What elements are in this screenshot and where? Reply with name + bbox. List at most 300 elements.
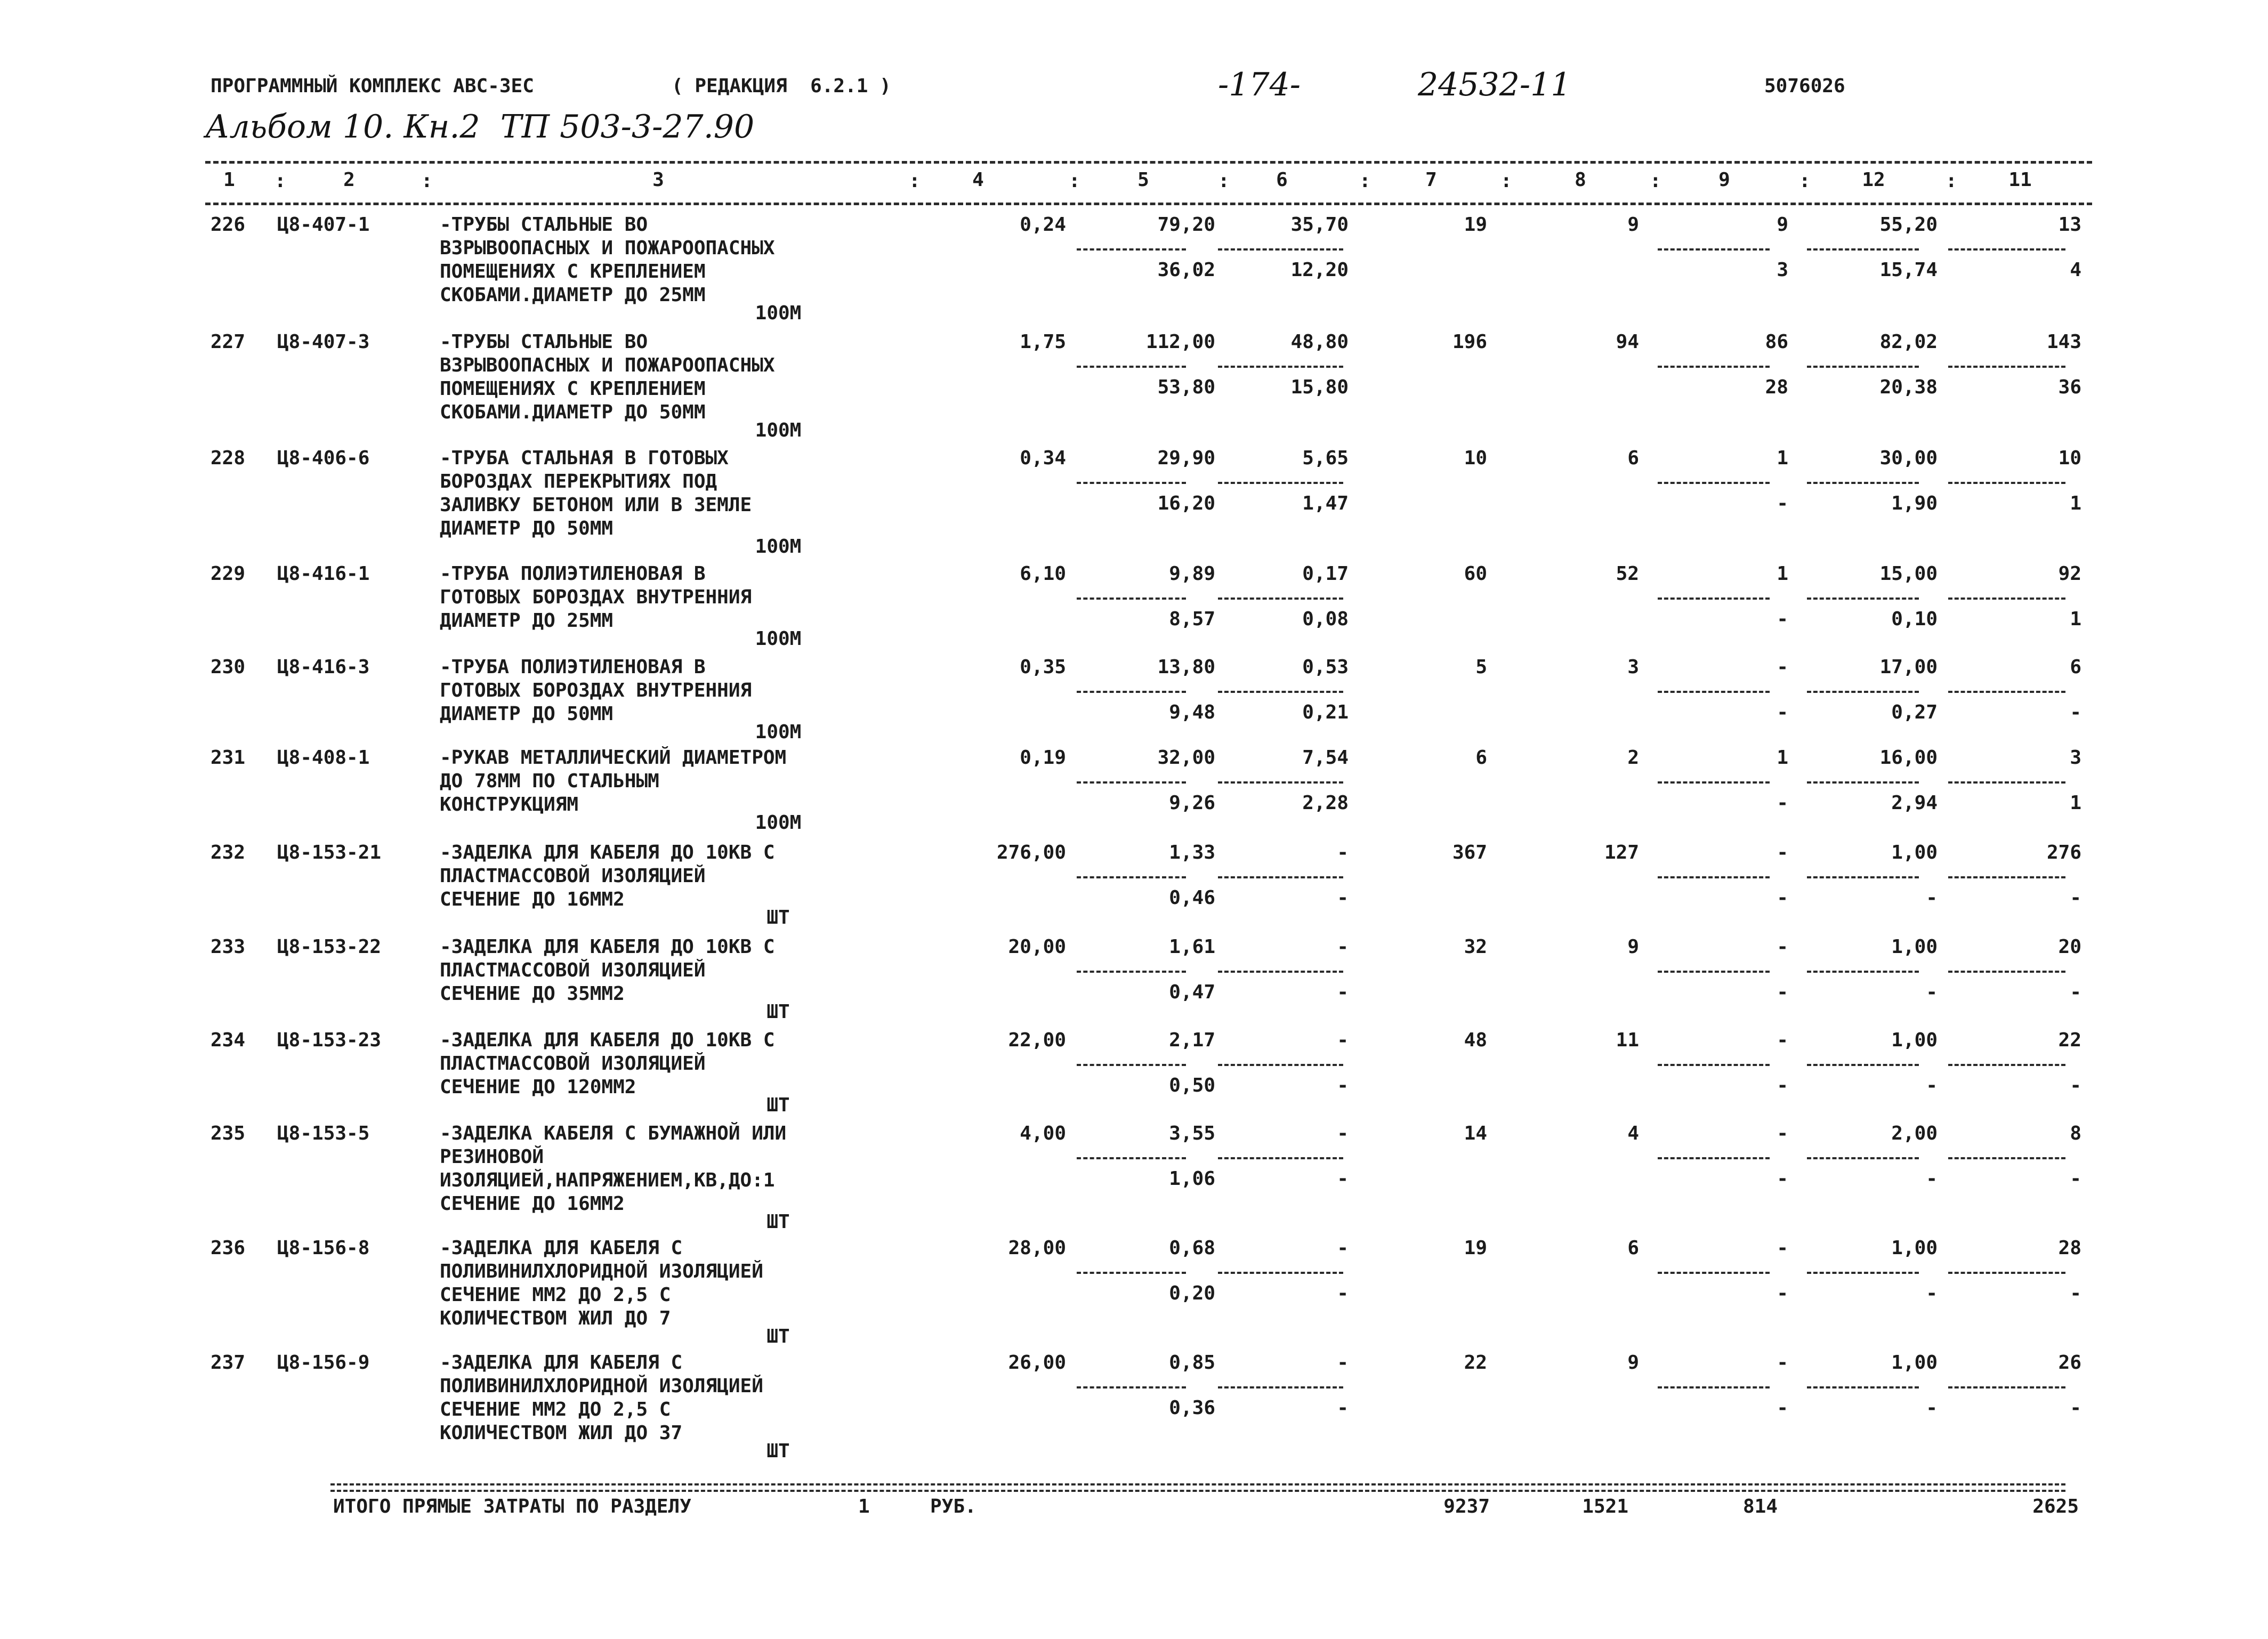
value-c5b: 9,26 (1169, 792, 1215, 814)
fraction-rule (1658, 1157, 1770, 1159)
value-c9: - (1777, 656, 1788, 678)
total-col-8: 1521 (1582, 1496, 1628, 1517)
value-c9b: 28 (1765, 376, 1788, 398)
value-c8: 2 (1627, 747, 1639, 769)
value-c5b: 16,20 (1157, 492, 1215, 514)
value-c9: - (1777, 1123, 1788, 1144)
value-c12: 2,00 (1891, 1123, 1938, 1144)
fraction-rule (1807, 781, 1919, 784)
value-c11b: - (2070, 887, 2081, 909)
fraction-rule (1948, 248, 2065, 251)
value-c6: - (1337, 1123, 1349, 1144)
unit-label: ШТ (766, 1211, 790, 1233)
unit-label: ШТ (766, 1440, 790, 1462)
fraction-rule (1077, 482, 1186, 484)
fraction-rule (1658, 248, 1770, 251)
value-c9b: - (1777, 701, 1788, 723)
fraction-rule (1948, 1064, 2065, 1066)
description-line: ПЛАСТМАССОВОЙ ИЗОЛЯЦИЕЙ (440, 865, 706, 887)
edition-label: ( РЕДАКЦИЯ 6.2.1 ) (672, 75, 891, 97)
serial-number: 5076026 (1764, 75, 1845, 97)
column-header: 1 (223, 169, 235, 191)
description-line: -ЗАДЕЛКА ДЛЯ КАБЕЛЯ С (440, 1352, 683, 1374)
description-line: -ТРУБЫ СТАЛЬНЫЕ ВО (440, 214, 648, 236)
value-c9: - (1777, 1352, 1788, 1374)
value-c7: 48 (1464, 1029, 1487, 1051)
value-c6: - (1337, 842, 1349, 863)
value-c8: 3 (1627, 656, 1639, 678)
column-separator: : (1359, 170, 1371, 192)
value-c6: 5,65 (1302, 447, 1349, 469)
column-header: 9 (1718, 169, 1730, 191)
value-c8: 6 (1627, 447, 1639, 469)
fraction-rule (1218, 482, 1343, 484)
value-c12: 55,20 (1879, 214, 1938, 236)
fraction-rule (1218, 1272, 1343, 1274)
value-c6b: 15,80 (1290, 376, 1349, 398)
value-c11b: - (2070, 981, 2081, 1003)
description-line: ВЗРЫВООПАСНЫХ И ПОЖАРООПАСНЫХ (440, 237, 775, 259)
unit-label: ШТ (766, 1094, 790, 1116)
column-separator: : (1799, 170, 1811, 192)
fraction-rule (1807, 366, 1919, 368)
value-c11b: 36 (2058, 376, 2081, 398)
fraction-rule (1077, 248, 1186, 251)
row-number: 226 (211, 214, 246, 236)
doc-code: 24532-11 (1418, 66, 1571, 103)
value-c5b: 0,46 (1169, 887, 1215, 909)
unit-label: ШТ (766, 1001, 790, 1023)
description-line: ПЛАСТМАССОВОЙ ИЗОЛЯЦИЕЙ (440, 959, 706, 981)
description-line: -ТРУБЫ СТАЛЬНЫЕ ВО (440, 331, 648, 353)
total-section: 1 (858, 1496, 870, 1517)
quantity: 6,10 (1020, 563, 1066, 585)
rate-code: Ц8-407-1 (277, 214, 370, 236)
quantity: 22,00 (1008, 1029, 1066, 1051)
value-c8: 9 (1627, 1352, 1639, 1374)
fraction-rule (1077, 1157, 1186, 1159)
column-header: 3 (652, 169, 664, 191)
value-c12b: - (1926, 981, 1938, 1003)
value-c11b: 4 (2070, 259, 2081, 281)
value-c7: 22 (1464, 1352, 1487, 1374)
fraction-rule (1658, 691, 1770, 693)
value-c5: 2,17 (1169, 1029, 1215, 1051)
value-c12b: 20,38 (1879, 376, 1938, 398)
column-header: 6 (1276, 169, 1288, 191)
fraction-rule (1077, 876, 1186, 878)
description-line: -ЗАДЕЛКА ДЛЯ КАБЕЛЯ ДО 10КВ С (440, 936, 775, 958)
value-c12b: 15,74 (1879, 259, 1938, 281)
unit-label: 100М (755, 812, 802, 834)
value-c5: 32,00 (1157, 747, 1215, 769)
value-c5: 9,89 (1169, 563, 1215, 585)
value-c12: 15,00 (1879, 563, 1938, 585)
value-c5b: 53,80 (1157, 376, 1215, 398)
value-c8: 6 (1627, 1237, 1639, 1259)
fraction-rule (1807, 1064, 1919, 1066)
value-c11: 92 (2058, 563, 2081, 585)
value-c5: 13,80 (1157, 656, 1215, 678)
value-c6b: 0,21 (1302, 701, 1349, 723)
fraction-rule (1658, 366, 1770, 368)
value-c8: 9 (1627, 936, 1639, 958)
quantity: 0,24 (1020, 214, 1066, 236)
value-c9b: - (1777, 792, 1788, 814)
value-c11: 143 (2046, 331, 2081, 353)
description-line: ПОЛИВИНИЛХЛОРИДНОЙ ИЗОЛЯЦИЕЙ (440, 1375, 763, 1397)
description-line: СЕЧЕНИЕ ДО 16ММ2 (440, 889, 625, 910)
column-header: 7 (1425, 169, 1437, 191)
rate-code: Ц8-416-1 (277, 563, 370, 585)
value-c6: 35,70 (1290, 214, 1349, 236)
row-number: 231 (211, 747, 246, 769)
fraction-rule (1807, 248, 1919, 251)
value-c12: 1,00 (1891, 1352, 1938, 1374)
value-c6b: - (1337, 1397, 1349, 1419)
value-c9b: - (1777, 981, 1788, 1003)
value-c5b: 0,50 (1169, 1075, 1215, 1096)
value-c12b: 2,94 (1891, 792, 1938, 814)
value-c5b: 0,20 (1169, 1282, 1215, 1304)
value-c6b: - (1337, 1168, 1349, 1190)
fraction-rule (1948, 691, 2065, 693)
value-c6: 0,53 (1302, 656, 1349, 678)
fraction-rule (1658, 482, 1770, 484)
description-line: -ЗАДЕЛКА ДЛЯ КАБЕЛЯ ДО 10КВ С (440, 842, 775, 863)
rate-code: Ц8-153-5 (277, 1123, 370, 1144)
value-c5: 29,90 (1157, 447, 1215, 469)
value-c5b: 0,36 (1169, 1397, 1215, 1419)
rate-code: Ц8-156-9 (277, 1352, 370, 1374)
row-number: 234 (211, 1029, 246, 1051)
fraction-rule (1218, 781, 1343, 784)
value-c6: 48,80 (1290, 331, 1349, 353)
value-c12b: - (1926, 1075, 1938, 1096)
value-c11b: - (2070, 1168, 2081, 1190)
description-line: СЕЧЕНИЕ ДО 120ММ2 (440, 1076, 636, 1098)
value-c5b: 36,02 (1157, 259, 1215, 281)
row-number: 230 (211, 656, 246, 678)
value-c6b: 2,28 (1302, 792, 1349, 814)
quantity: 0,35 (1020, 656, 1066, 678)
quantity: 20,00 (1008, 936, 1066, 958)
value-c6b: - (1337, 981, 1349, 1003)
value-c9: 1 (1777, 563, 1788, 585)
quantity: 4,00 (1020, 1123, 1066, 1144)
description-line: ИЗОЛЯЦИЕЙ,НАПРЯЖЕНИЕМ,КВ,ДО:1 (440, 1169, 775, 1191)
value-c11: 10 (2058, 447, 2081, 469)
description-line: ДО 78ММ ПО СТАЛЬНЫМ (440, 770, 659, 792)
column-header: 5 (1137, 169, 1149, 191)
fraction-rule (1658, 781, 1770, 784)
value-c12: 1,00 (1891, 1029, 1938, 1051)
description-line: ДИАМЕТР ДО 50ММ (440, 703, 614, 725)
total-top-rule (330, 1483, 2065, 1485)
value-c12b: 0,10 (1891, 608, 1938, 630)
fraction-rule (1077, 1272, 1186, 1274)
value-c9: 1 (1777, 447, 1788, 469)
value-c9: - (1777, 1029, 1788, 1051)
value-c12: 1,00 (1891, 842, 1938, 863)
fraction-rule (1077, 1064, 1186, 1066)
value-c5b: 8,57 (1169, 608, 1215, 630)
value-c12: 30,00 (1879, 447, 1938, 469)
value-c7: 10 (1464, 447, 1487, 469)
description-line: -ТРУБА ПОЛИЭТИЛЕНОВАЯ В (440, 563, 706, 585)
value-c11b: - (2070, 1075, 2081, 1096)
unit-label: ШТ (766, 1326, 790, 1347)
unit-label: 100М (755, 721, 802, 743)
unit-label: 100М (755, 419, 802, 441)
fraction-rule (1077, 1386, 1186, 1388)
rate-code: Ц8-408-1 (277, 747, 370, 769)
fraction-rule (1658, 971, 1770, 973)
fraction-rule (1948, 781, 2065, 784)
rate-code: Ц8-153-21 (277, 842, 382, 863)
value-c12b: 1,90 (1891, 492, 1938, 514)
fraction-rule (1807, 1272, 1919, 1274)
value-c11: 26 (2058, 1352, 2081, 1374)
unit-label: 100М (755, 302, 802, 324)
fraction-rule (1218, 248, 1343, 251)
value-c8: 9 (1627, 214, 1639, 236)
value-c5: 0,68 (1169, 1237, 1215, 1259)
rate-code: Ц8-406-6 (277, 447, 370, 469)
description-line: КОЛИЧЕСТВОМ ЖИЛ ДО 37 (440, 1422, 683, 1444)
value-c6: 0,17 (1302, 563, 1349, 585)
fraction-rule (1948, 1272, 2065, 1274)
value-c5: 79,20 (1157, 214, 1215, 236)
column-separator: : (1946, 170, 1957, 192)
value-c11b: - (2070, 1282, 2081, 1304)
value-c9: 1 (1777, 747, 1788, 769)
value-c12: 17,00 (1879, 656, 1938, 678)
value-c5: 112,00 (1145, 331, 1215, 353)
column-header: 4 (972, 169, 984, 191)
description-line: СЕЧЕНИЕ ММ2 ДО 2,5 С (440, 1284, 671, 1306)
value-c6: 7,54 (1302, 747, 1349, 769)
fraction-rule (1218, 598, 1343, 600)
column-separator: : (1218, 170, 1230, 192)
value-c8: 4 (1627, 1123, 1639, 1144)
value-c7: 19 (1464, 214, 1487, 236)
quantity: 26,00 (1008, 1352, 1066, 1374)
description-line: СКОБАМИ.ДИАМЕТР ДО 50ММ (440, 401, 706, 423)
header-bottom-rule (205, 203, 2092, 205)
value-c5: 0,85 (1169, 1352, 1215, 1374)
column-header: 11 (2008, 169, 2032, 191)
value-c7: 6 (1475, 747, 1487, 769)
fraction-rule (1077, 971, 1186, 973)
column-separator: : (1069, 170, 1080, 192)
description-line: ПОЛИВИНИЛХЛОРИДНОЙ ИЗОЛЯЦИЕЙ (440, 1261, 763, 1282)
description-line: -РУКАВ МЕТАЛЛИЧЕСКИЙ ДИАМЕТРОМ (440, 747, 787, 769)
quantity: 0,34 (1020, 447, 1066, 469)
row-number: 228 (211, 447, 246, 469)
page-number: -174- (1218, 66, 1301, 103)
description-line: ПОМЕЩЕНИЯХ С КРЕПЛЕНИЕМ (440, 378, 706, 400)
value-c12: 82,02 (1879, 331, 1938, 353)
rate-code: Ц8-153-23 (277, 1029, 382, 1051)
value-c11b: - (2070, 1397, 2081, 1419)
value-c5: 3,55 (1169, 1123, 1215, 1144)
fraction-rule (1948, 598, 2065, 600)
column-header: 8 (1575, 169, 1586, 191)
rate-code: Ц8-416-3 (277, 656, 370, 678)
table-top-rule (205, 161, 2092, 164)
value-c11: 28 (2058, 1237, 2081, 1259)
fraction-rule (1948, 971, 2065, 973)
fraction-rule (1948, 482, 2065, 484)
value-c12: 16,00 (1879, 747, 1938, 769)
value-c9b: - (1777, 1075, 1788, 1096)
value-c9: 9 (1777, 214, 1788, 236)
column-separator: : (275, 170, 286, 192)
row-number: 232 (211, 842, 246, 863)
description-line: БОРОЗДАХ ПЕРЕКРЫТИЯХ ПОД (440, 471, 717, 492)
fraction-rule (1807, 1157, 1919, 1159)
fraction-rule (1218, 691, 1343, 693)
column-header: 2 (343, 169, 355, 191)
description-line: ПЛАСТМАССОВОЙ ИЗОЛЯЦИЕЙ (440, 1053, 706, 1075)
description-line: ДИАМЕТР ДО 50ММ (440, 518, 614, 539)
value-c12b: - (1926, 1168, 1938, 1190)
description-line: ПОМЕЩЕНИЯХ С КРЕПЛЕНИЕМ (440, 261, 706, 282)
fraction-rule (1077, 691, 1186, 693)
description-line: ГОТОВЫХ БОРОЗДАХ ВНУТРЕННИЯ (440, 586, 752, 608)
fraction-rule (1658, 1386, 1770, 1388)
description-line: СКОБАМИ.ДИАМЕТР ДО 25ММ (440, 284, 706, 306)
quantity: 276,00 (996, 842, 1066, 863)
description-line: -ЗАДЕЛКА КАБЕЛЯ С БУМАЖНОЙ ИЛИ (440, 1123, 787, 1144)
fraction-rule (1658, 598, 1770, 600)
fraction-rule (1948, 876, 2065, 878)
column-separator: : (909, 170, 921, 192)
fraction-rule (1218, 366, 1343, 368)
description-line: РЕЗИНОВОЙ (440, 1146, 544, 1168)
fraction-rule (1218, 876, 1343, 878)
value-c11: 276 (2046, 842, 2081, 863)
value-c11: 20 (2058, 936, 2081, 958)
fraction-rule (1218, 1386, 1343, 1388)
description-line: ГОТОВЫХ БОРОЗДАХ ВНУТРЕННИЯ (440, 680, 752, 701)
value-c9: - (1777, 936, 1788, 958)
value-c6: - (1337, 1029, 1349, 1051)
unit-label: 100М (755, 628, 802, 650)
description-line: ДИАМЕТР ДО 25ММ (440, 610, 614, 632)
value-c5: 1,33 (1169, 842, 1215, 863)
value-c9b: - (1777, 1397, 1788, 1419)
column-separator: : (1500, 170, 1512, 192)
value-c6b: 12,20 (1290, 259, 1349, 281)
value-c7: 32 (1464, 936, 1487, 958)
row-number: 235 (211, 1123, 246, 1144)
rate-code: Ц8-153-22 (277, 936, 382, 958)
unit-label: ШТ (766, 907, 790, 929)
row-number: 227 (211, 331, 246, 353)
column-separator: : (421, 170, 433, 192)
value-c6b: - (1337, 1075, 1349, 1096)
fraction-rule (1218, 971, 1343, 973)
value-c8: 127 (1604, 842, 1639, 863)
fraction-rule (1077, 598, 1186, 600)
value-c7: 19 (1464, 1237, 1487, 1259)
description-line: ВЗРЫВООПАСНЫХ И ПОЖАРООПАСНЫХ (440, 354, 775, 376)
row-number: 237 (211, 1352, 246, 1374)
fraction-rule (1077, 781, 1186, 784)
total-col-9: 814 (1742, 1496, 1778, 1517)
value-c9: - (1777, 1237, 1788, 1259)
fraction-rule (1658, 1064, 1770, 1066)
description-line: КОНСТРУКЦИЯМ (440, 794, 579, 816)
total-label: ИТОГО ПРЯМЫЕ ЗАТРАТЫ ПО РАЗДЕЛУ (333, 1496, 691, 1517)
value-c7: 14 (1464, 1123, 1487, 1144)
value-c11b: 1 (2070, 792, 2081, 814)
value-c9b: - (1777, 887, 1788, 909)
value-c11: 22 (2058, 1029, 2081, 1051)
description-line: ЗАЛИВКУ БЕТОНОМ ИЛИ В ЗЕМЛЕ (440, 494, 752, 516)
value-c6: - (1337, 1352, 1349, 1374)
value-c11b: - (2070, 701, 2081, 723)
value-c11: 3 (2070, 747, 2081, 769)
value-c6b: - (1337, 887, 1349, 909)
value-c12: 1,00 (1891, 1237, 1938, 1259)
value-c5b: 9,48 (1169, 701, 1215, 723)
value-c6b: 1,47 (1302, 492, 1349, 514)
fraction-rule (1807, 971, 1919, 973)
description-line: -ЗАДЕЛКА ДЛЯ КАБЕЛЯ ДО 10КВ С (440, 1029, 775, 1051)
value-c6b: - (1337, 1282, 1349, 1304)
value-c6: - (1337, 936, 1349, 958)
value-c9: - (1777, 842, 1788, 863)
quantity: 28,00 (1008, 1237, 1066, 1259)
value-c11: 13 (2058, 214, 2081, 236)
value-c12: 1,00 (1891, 936, 1938, 958)
value-c11: 6 (2070, 656, 2081, 678)
value-c8: 11 (1616, 1029, 1639, 1051)
fraction-rule (1807, 598, 1919, 600)
total-currency: РУБ. (930, 1496, 976, 1517)
fraction-rule (1077, 366, 1186, 368)
value-c7: 60 (1464, 563, 1487, 585)
description-line: СЕЧЕНИЕ ДО 16ММ2 (440, 1193, 625, 1215)
fraction-rule (1948, 1386, 2065, 1388)
value-c9b: - (1777, 608, 1788, 630)
value-c9b: 3 (1777, 259, 1788, 281)
fraction-rule (1807, 691, 1919, 693)
fraction-rule (1658, 876, 1770, 878)
description-line: -ЗАДЕЛКА ДЛЯ КАБЕЛЯ С (440, 1237, 683, 1259)
value-c5b: 0,47 (1169, 981, 1215, 1003)
value-c11b: 1 (2070, 492, 2081, 514)
quantity: 0,19 (1020, 747, 1066, 769)
value-c7: 196 (1452, 331, 1487, 353)
total-top-rule-2 (330, 1490, 2065, 1492)
row-number: 229 (211, 563, 246, 585)
description-line: КОЛИЧЕСТВОМ ЖИЛ ДО 7 (440, 1307, 671, 1329)
value-c9b: - (1777, 1168, 1788, 1190)
fraction-rule (1948, 366, 2065, 368)
description-line: СЕЧЕНИЕ ММ2 ДО 2,5 С (440, 1399, 671, 1420)
total-col-11: 2625 (2032, 1496, 2079, 1517)
value-c12b: - (1926, 1397, 1938, 1419)
value-c5: 1,61 (1169, 936, 1215, 958)
column-header: 12 (1862, 169, 1885, 191)
album-reference: Альбом 10. Кн.2 ТП 503-3-27.90 (205, 108, 755, 146)
row-number: 236 (211, 1237, 246, 1259)
fraction-rule (1807, 876, 1919, 878)
